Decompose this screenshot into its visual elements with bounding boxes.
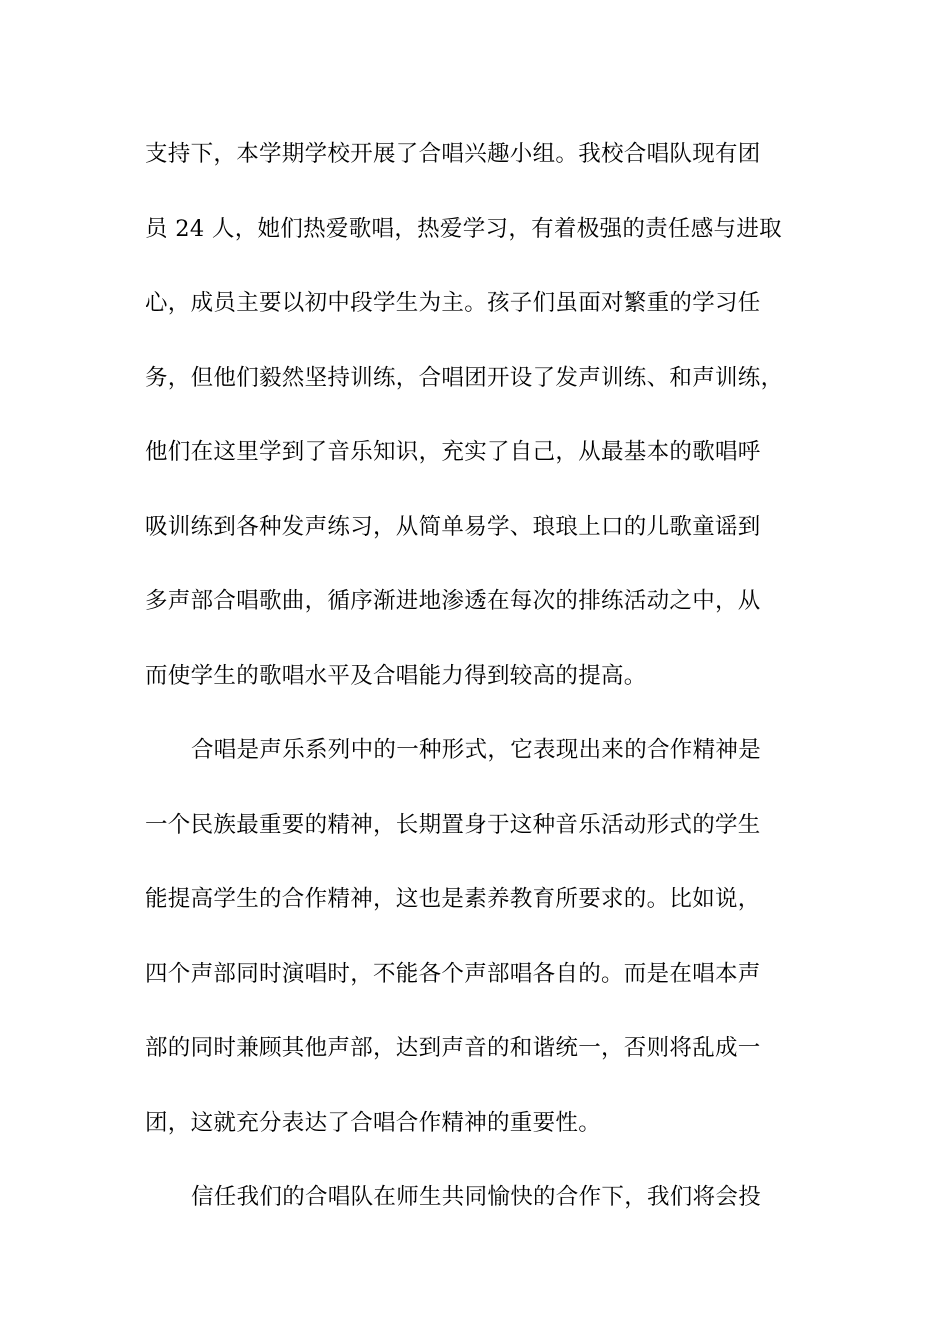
paragraph-trust [145,1170,825,1245]
text-line: 心，成员主要以初中段学生为主。孩子们虽面对繁重的学习任 [145,290,761,316]
paragraph-choir-intro [145,127,825,723]
text-line: 而使学生的歌唱水平及合唱能力得到较高的提高。 [145,662,647,689]
text-line: 部的同时兼顾其他声部，达到声音的和谐统一，否则将乱成一 [145,1035,761,1061]
text-line: 他们在这里学到了音乐知识，充实了自己，从最基本的歌唱呼 [145,439,761,465]
text-line: 支持下，本学期学校开展了合唱兴趣小组。我校合唱队现有团 [145,141,761,167]
paragraph-cooperation-spirit [145,723,825,1170]
text-line: 多声部合唱歌曲，循序渐进地渗透在每次的排练活动之中，从 [145,588,761,614]
text-line: 合唱是声乐系列中的一种形式，它表现出来的合作精神是 [191,737,762,763]
text-line: 信任我们的合唱队在师生共同愉快的合作下，我们将会投 [191,1184,762,1210]
text-line: 员 24 人，她们热爱歌唱，热爱学习，有着极强的责任感与进取 [145,215,782,242]
text-line: 一个民族最重要的精神，长期置身于这种音乐活动形式的学生 [145,811,761,838]
text-line: 务，但他们毅然坚持训练，合唱团开设了发声训练、和声训练， [145,364,784,391]
text-line: 团，这就充分表达了合唱合作精神的重要性。 [145,1109,602,1136]
text-line: 能提高学生的合作精神，这也是素养教育所要求的。比如说， [145,886,761,912]
text-line: 四个声部同时演唱时，不能各个声部唱各自的。而是在唱本声 [145,960,761,987]
document-body [145,127,825,1245]
text-line: 吸训练到各种发声练习，从简单易学、琅琅上口的儿歌童谣到 [145,513,761,540]
